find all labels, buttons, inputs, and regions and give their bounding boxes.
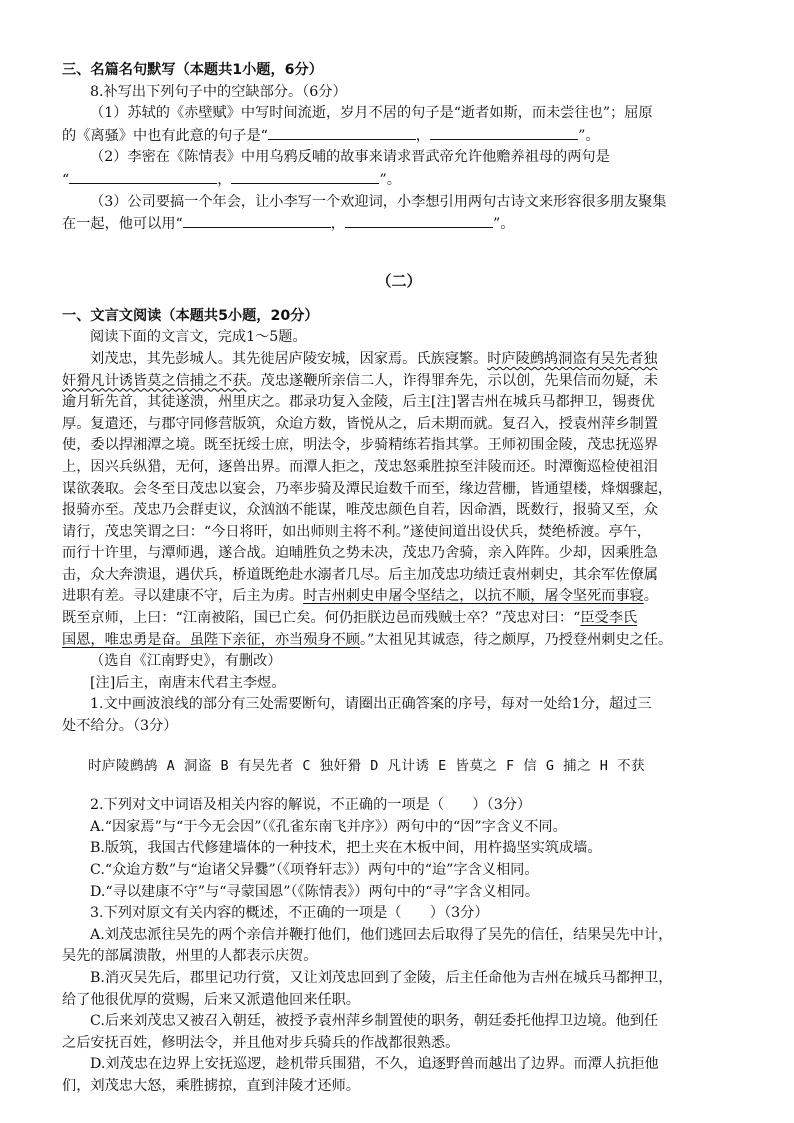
answer-blank[interactable] xyxy=(183,213,331,228)
passage-text: 厚。复遣还，与郡守同修营版筑，众迨方数，皆悦从之，后未期而就。复召入，授袁州萍乡制置 xyxy=(62,415,658,432)
passage-text: 击，众大奔溃退，遇伏兵，桥道既绝赴水溺者几尽。后主加茂忠功绩迁袁州刺史，其余军佐僚属 xyxy=(62,566,658,583)
choice-option[interactable]: A.刘茂忠派往吴先的两个亲信并鞭打他们，他们逃回去后取得了吴先的信任，结果吴先中计， xyxy=(90,926,673,943)
choice-option[interactable]: C.“众迨方数”与“迨诸父异爨”（《项脊轩志》）两句中的“迨”字含义相同。 xyxy=(90,862,539,878)
question-2-options xyxy=(62,817,736,903)
classical-passage xyxy=(62,349,736,651)
choice-option[interactable]: C.后来刘茂忠又被召入朝廷，被授予袁州萍乡制置使的职务，朝廷委托他捍卫边境。他到任 xyxy=(90,1013,659,1030)
wavy-underlined-text: 奸猾凡计诱皆莫之信捕之不获 xyxy=(62,372,247,389)
q8-part2-line1: （2）李密在《陈情表》中用乌鸦反哺的故事来请求晋武帝允许他赡养祖母的两句是 xyxy=(90,149,610,166)
passage-line xyxy=(62,371,736,393)
passage-line xyxy=(62,586,736,608)
answer-blank[interactable] xyxy=(231,169,379,184)
passage-line xyxy=(62,522,736,544)
answer-blank[interactable] xyxy=(430,125,578,140)
passage-line xyxy=(62,435,736,457)
passage-note: [注]后主，南唐末代君主李煜。 xyxy=(90,674,286,691)
choice-option-continued: 给了他很优厚的赏赐，后来又派遣他回来任职。 xyxy=(62,991,360,1008)
passage-text: 使，委以捍湘潭之境。既至抚绥士庶，明法令，步骑精练若指其掌。王师初围金陵，茂忠抚巡界 xyxy=(62,437,658,454)
choice-option[interactable]: B.版筑，我国古代修建墙体的一种技术，把土夹在木板中间，用杵捣坚实筑成墙。 xyxy=(90,840,602,857)
passage-line xyxy=(62,457,736,479)
passage-text: 上，因兴兵纵猎，无何，逐兽出界。而潭人拒之，茂忠怒乘胜掠至沣陵而还。时潭衡巡检使祖泪 xyxy=(62,458,658,475)
passage-text: 刘茂忠，其先彭城人。其先徙居庐陵安城，因家焉。氏族寖繁。 xyxy=(90,350,488,367)
passage-text: 。 xyxy=(643,588,658,605)
wavy-underlined-text: 时庐陵鹧鸪洞盗有吴先者独 xyxy=(487,350,658,367)
q8-part1-line2: 的《离骚》中也有此意的句子是“ ， ”。 xyxy=(62,125,736,148)
passage-line xyxy=(62,608,736,630)
passage-source: （选自《江南野史》，有删改） xyxy=(90,653,282,670)
passage-line xyxy=(62,414,736,436)
passage-text: 既至京师，上曰：“江南被陷，国已亡矣。何仍拒朕边邑而残贼士卒？”茂忠对曰：“ xyxy=(62,610,581,627)
underlined-text: 国恩，唯忠勇是奋。虽陛下亲征，亦当殒身不顾 xyxy=(62,631,360,648)
choice-option-continued: 之后安抚百姓，修明法令，并且他对步兵骑兵的作战都很熟悉。 xyxy=(62,1034,460,1051)
reading-intro: 阅读下面的文言文，完成1～5题。 xyxy=(90,329,307,346)
choice-option-continued: 吴先的部属溃散，州里的人都表示庆贺。 xyxy=(62,948,318,965)
question-3-options xyxy=(62,925,736,1098)
passage-line xyxy=(62,349,736,371)
passage-text: 逾月斩先首，其徒遂溃，州里庆之。郡录功复入金陵，后主[注]署吉州在城兵马都押卫，锡赉优 xyxy=(62,394,655,411)
passage-text: 。”太祖见其诚悫，待之颇厚，乃授登州刺史之任。 xyxy=(359,631,673,648)
passage-text: 请行，茂忠笑谓之曰：“今日将旰，如出师则主将不利。”遂使间道出设伏兵，焚绝桥渡。亭午， xyxy=(62,523,652,540)
reading-heading: 一、文言文阅读（本题共5小题，20分） xyxy=(62,307,319,324)
q8-part1-line1: （1）苏轼的《赤壁赋》中写时间流逝，岁月不居的句子是“逝者如斯，而未尝往也”；屈原 xyxy=(90,105,653,122)
question-1-options[interactable]: 时庐陵鹧鸪 A 洞盗 B 有吴先者 C 独奸猾 D 凡计诱 E 皆莫之 F 信 G 捕之 H 不获 xyxy=(88,757,646,774)
question-8-prompt: 8.补写出下列句子中的空缺部分。（6分） xyxy=(90,83,347,100)
part-title: （二） xyxy=(376,271,422,290)
passage-line xyxy=(62,479,736,501)
choice-option[interactable]: B.消灭吴先后，郡里记功行赏，又让刘茂忠回到了金陵，后主任命他为吉州在城兵马都押卫， xyxy=(90,969,673,986)
passage-text: 而行十许里，与潭师遇，遂合战。迫晡胜负之势未决，茂忠乃舍骑，亲入阵阵。少却，因乘胜急 xyxy=(62,545,658,562)
passage-text: 进职有差。寻以建康不守，后主为虏。 xyxy=(62,588,304,605)
question-2-prompt: 2.下列对文中词语及相关内容的解说，不正确的一项是（ ）（3分） xyxy=(90,797,532,814)
passage-text: 谋欲袭取。会冬至日茂忠以宴会，乃率步骑及潭民迨数千而至，缘边营栅，皆通望楼，烽烟骤起， xyxy=(62,480,673,497)
question-1-line2: 处不给分。（3分） xyxy=(62,718,178,735)
passage-text: 报骑亦至。茂忠乃会群吏议，众汹汹不能谋，唯茂忠颜色自若，因命酒，既数行，报骑又至，众 xyxy=(62,502,658,519)
question-1-line1: 1.文中画波浪线的部分有三处需要断句，请圈出正确答案的序号，每对一处给1分，超过三 xyxy=(90,696,652,713)
passage-line xyxy=(62,543,736,565)
passage-line xyxy=(62,500,736,522)
section-heading: 三、名篇名句默写（本题共1小题，6分） xyxy=(62,62,323,78)
underlined-text: 时吉州刺史申屠令坚结之，以抗不顺，屠令坚死而事寝 xyxy=(303,588,644,605)
exam-page xyxy=(62,60,736,1098)
underlined-text: 臣受李氏 xyxy=(580,610,638,627)
choice-option[interactable]: D.“寻以建康不守”与“寻蒙国恩”（《陈情表》）两句中的“寻”字含义相同。 xyxy=(90,883,540,900)
passage-line xyxy=(62,630,736,652)
choice-option-continued: 们，刘茂忠大怒，乘胜掳掠，直到沣陵才还师。 xyxy=(62,1077,360,1094)
q8-part2-line2: “ ， ”。 xyxy=(62,169,736,192)
question-3-prompt: 3.下列对原文有关内容的概述，不正确的一项是（ ）（3分） xyxy=(90,905,489,922)
choice-option[interactable]: A.“因家焉”与“于今无会因”（《孔雀东南飞并序》）两句中的“因”字含义不同。 xyxy=(90,818,567,835)
passage-line xyxy=(62,392,736,414)
answer-blank[interactable] xyxy=(345,213,493,228)
q8-part3-line2: 在一起，他可以用“ ， ”。 xyxy=(62,213,736,236)
q8-part3-line1: （3）公司要搞一个年会，让小李写一个欢迎词，小李想引用两句古诗文来形容很多朋友聚集 xyxy=(90,193,667,210)
choice-option[interactable]: D.刘茂忠在边界上安抚巡逻，趁机带兵围猎，不久，追逐野兽而越出了边界。而潭人抗拒他 xyxy=(90,1056,659,1073)
answer-blank[interactable] xyxy=(69,169,217,184)
answer-blank[interactable] xyxy=(268,125,416,140)
passage-line xyxy=(62,565,736,587)
passage-text: 。茂忠遂鞭所亲信二人，诈得罪奔先，示以创，先果信而勿疑，未 xyxy=(246,372,658,389)
